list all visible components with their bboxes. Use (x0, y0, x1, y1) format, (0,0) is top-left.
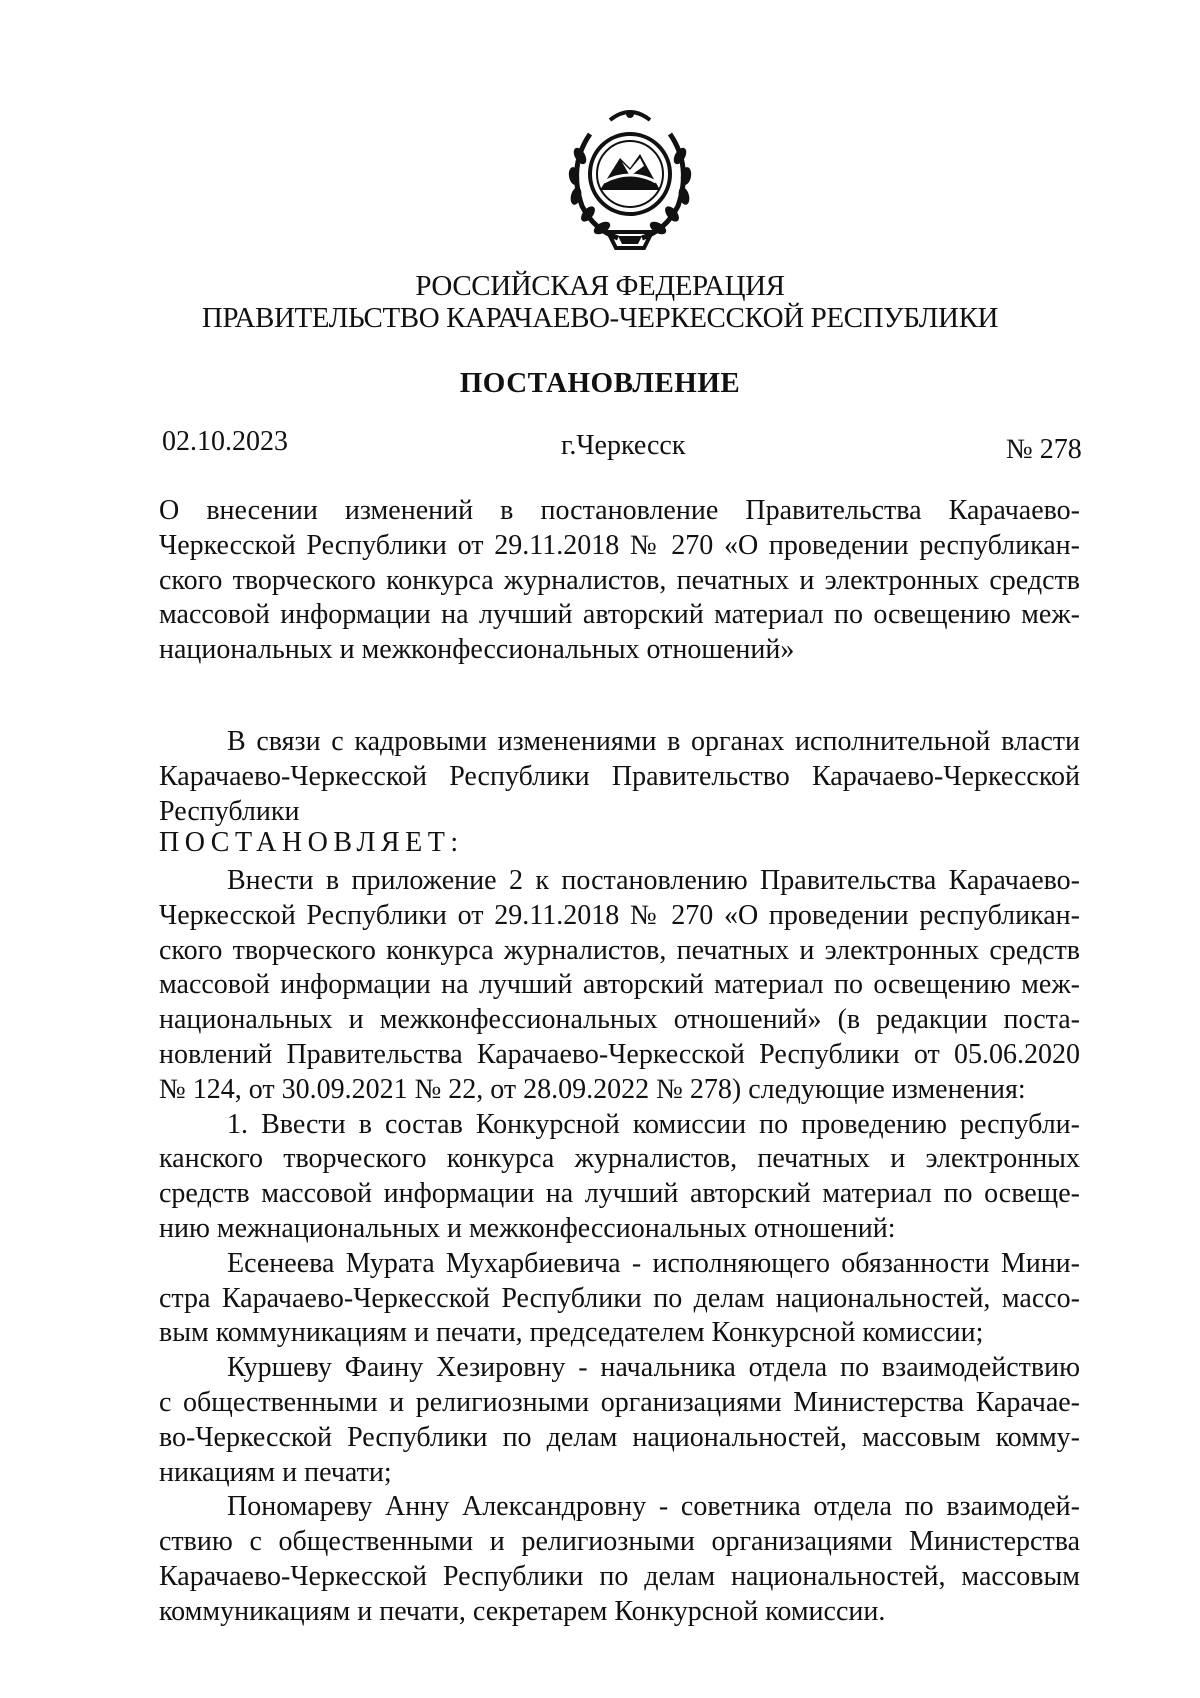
text-line: Внести в приложение 2 к постановлению Правительства Карачаево- (227, 865, 1080, 896)
text-line: массовой информации на лучший авторский материал по освещению меж- (159, 969, 1080, 1001)
coat-of-arms-emblem (560, 106, 700, 252)
header-government: ПРАВИТЕЛЬСТВО КАРАЧАЕВО-ЧЕРКЕССКОЙ РЕСПУБЛИКИ (201, 302, 999, 334)
text-line: О внесении изменений в постановление Правительства Карачаево- (159, 495, 1080, 526)
header-country: РОССИЙСКАЯ ФЕДЕРАЦИЯ (415, 270, 785, 302)
text-line: Карачаево-Черкесской Республики Правительство Карачаево-Черкесской (159, 760, 1080, 792)
document-date: 02.10.2023 (162, 426, 288, 457)
text-line: ствию с общественными и религиозными организациями Министерства (159, 1526, 1080, 1558)
text-line: Пономареву Анну Александровну - советника отдела по взаимодей- (227, 1491, 1080, 1523)
text-line: ского творческого конкурса журналистов, печатных и электронных средств (159, 934, 1080, 966)
document-number: № 278 (1006, 434, 1082, 465)
text-line: коммуникациям и печати, секретарем Конкурсной комиссии. (159, 1595, 886, 1627)
text-line: канского творческого конкурса журналистов, печатных и электронных (159, 1143, 1080, 1175)
text-line: национальных и межконфессиональных отношений» (в редакции поста- (159, 1004, 1080, 1036)
text-line: с общественными и религиозными организациями Министерства Карачае- (159, 1386, 1080, 1418)
preamble-paragraph (159, 725, 1080, 829)
text-line: Республики (159, 795, 300, 827)
text-line: новлений Правительства Карачаево-Черкесской Республики от 05.06.2020 (159, 1038, 1080, 1070)
text-line: вым коммуникациям и печати, председателем Конкурсной комиссии; (159, 1317, 984, 1349)
text-line: стра Карачаево-Черкесской Республики по делам национальностей, массо- (159, 1282, 1080, 1314)
text-line: массовой информации на лучший авторский материал по освещению меж- (159, 599, 1080, 631)
decree-word: ПОСТАНОВЛЯЕТ: (159, 827, 464, 858)
text-line: нию межнациональных и межконфессиональных отношений: (159, 1212, 896, 1244)
text-line: 1. Ввести в состав Конкурсной комиссии по проведению республи- (227, 1108, 1080, 1140)
decree-body (159, 864, 1080, 1630)
text-line: Есенеева Мурата Мухарбиевича - исполняющего обязанности Мини- (227, 1247, 1080, 1279)
text-line: Черкесской Республики от 29.11.2018 № 270 «О проведении республикан- (159, 529, 1080, 561)
document-city: г.Черкесск (561, 430, 686, 461)
text-line: средств массовой информации на лучший авторский материал по освеще- (159, 1178, 1080, 1210)
text-line: во-Черкесской Республики по делам национальностей, массовым комму- (159, 1421, 1080, 1453)
text-line: В связи с кадровыми изменениями в органах исполнительной власти (227, 726, 1080, 757)
text-line: Черкесской Республики от 29.11.2018 № 270 «О проведении республикан- (159, 899, 1080, 931)
text-line: Куршеву Фаину Хезировну - начальника отдела по взаимодействию (227, 1352, 1080, 1384)
text-line: национальных и межконфессиональных отношений» (159, 634, 795, 666)
document-subject (159, 494, 1080, 668)
text-line: никациям и печати; (159, 1456, 392, 1488)
text-line: № 124, от 30.09.2021 № 22, от 28.09.2022 № 278) следующие изменения: (159, 1073, 1026, 1105)
text-line: ского творческого конкурса журналистов, печатных и электронных средств (159, 564, 1080, 596)
text-line: Карачаево-Черкесской Республики по делам национальностей, массовым (159, 1560, 1080, 1592)
document-type-title: ПОСТАНОВЛЕНИЕ (459, 367, 741, 399)
